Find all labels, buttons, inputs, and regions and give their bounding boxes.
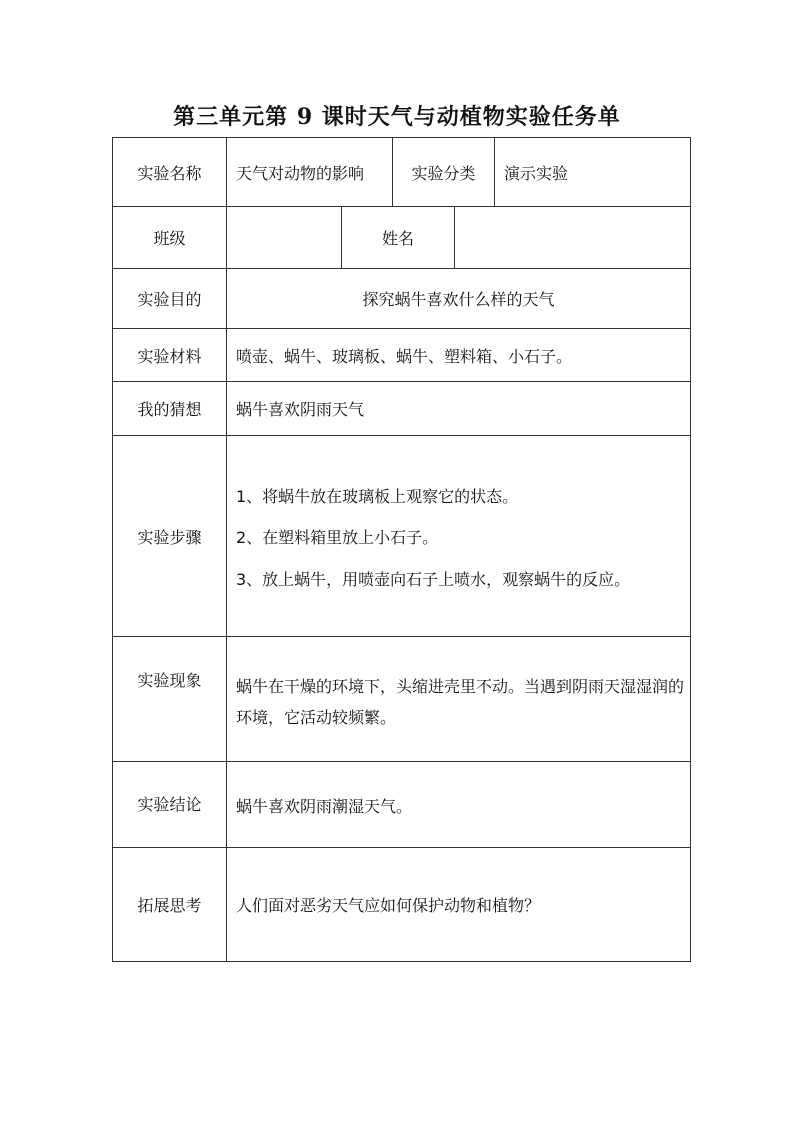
student-name-field[interactable] xyxy=(455,207,690,268)
extension-cell xyxy=(227,848,690,961)
steps-list xyxy=(227,436,690,636)
page-title: 第三单元第 9 课时天气与动植物实验任务单 xyxy=(173,104,621,130)
row-phenomenon xyxy=(113,637,690,762)
row-extension xyxy=(113,848,690,961)
row-purpose xyxy=(113,269,690,329)
label-experiment-category: 实验分类 xyxy=(393,138,495,206)
label-student-name: 姓名 xyxy=(342,207,455,268)
row-steps xyxy=(113,436,690,637)
row-guess xyxy=(113,382,690,436)
list-item: 2、在塑料箱里放上小石子。 xyxy=(236,528,439,547)
label-purpose: 实验目的 xyxy=(113,269,227,328)
class-field[interactable] xyxy=(227,207,342,268)
value-experiment-name: 天气对动物的影响 xyxy=(227,138,393,206)
row-materials xyxy=(113,329,690,382)
task-table xyxy=(112,137,691,962)
label-guess: 我的猜想 xyxy=(113,382,227,435)
label-experiment-name: 实验名称 xyxy=(113,138,227,206)
list-item: 3、放上蜗牛，用喷壶向石子上喷水，观察蜗牛的反应。 xyxy=(236,570,631,589)
label-steps: 实验步骤 xyxy=(113,436,227,636)
row-class xyxy=(113,207,690,269)
phenomenon-cell xyxy=(227,637,690,761)
value-conclusion: 蜗牛喜欢阴雨潮湿天气。 xyxy=(236,797,413,816)
conclusion-cell xyxy=(227,762,690,847)
value-extension: 人们面对恶劣天气应如何保护动物和植物？ xyxy=(236,896,541,915)
value-purpose: 探究蜗牛喜欢什么样的天气 xyxy=(362,290,555,309)
row-experiment-name xyxy=(113,138,690,207)
list-item: 1、将蜗牛放在玻璃板上观察它的状态。 xyxy=(236,487,519,506)
label-materials: 实验材料 xyxy=(113,329,227,381)
label-extension: 拓展思考 xyxy=(113,848,227,961)
value-experiment-category: 演示实验 xyxy=(504,163,569,183)
label-conclusion: 实验结论 xyxy=(113,762,227,847)
value-materials: 喷壶、蜗牛、玻璃板、蜗牛、塑料箱、小石子。 xyxy=(236,346,573,366)
label-phenomenon: 实验现象 xyxy=(113,637,227,761)
label-class: 班级 xyxy=(113,207,227,268)
value-guess: 蜗牛喜欢阴雨天气 xyxy=(236,400,365,419)
row-conclusion xyxy=(113,762,690,848)
value-phenomenon: 蜗牛在干燥的环境下，头缩进壳里不动。当遇到阴雨天湿湿润的环境，它活动较频繁。 xyxy=(236,677,685,727)
